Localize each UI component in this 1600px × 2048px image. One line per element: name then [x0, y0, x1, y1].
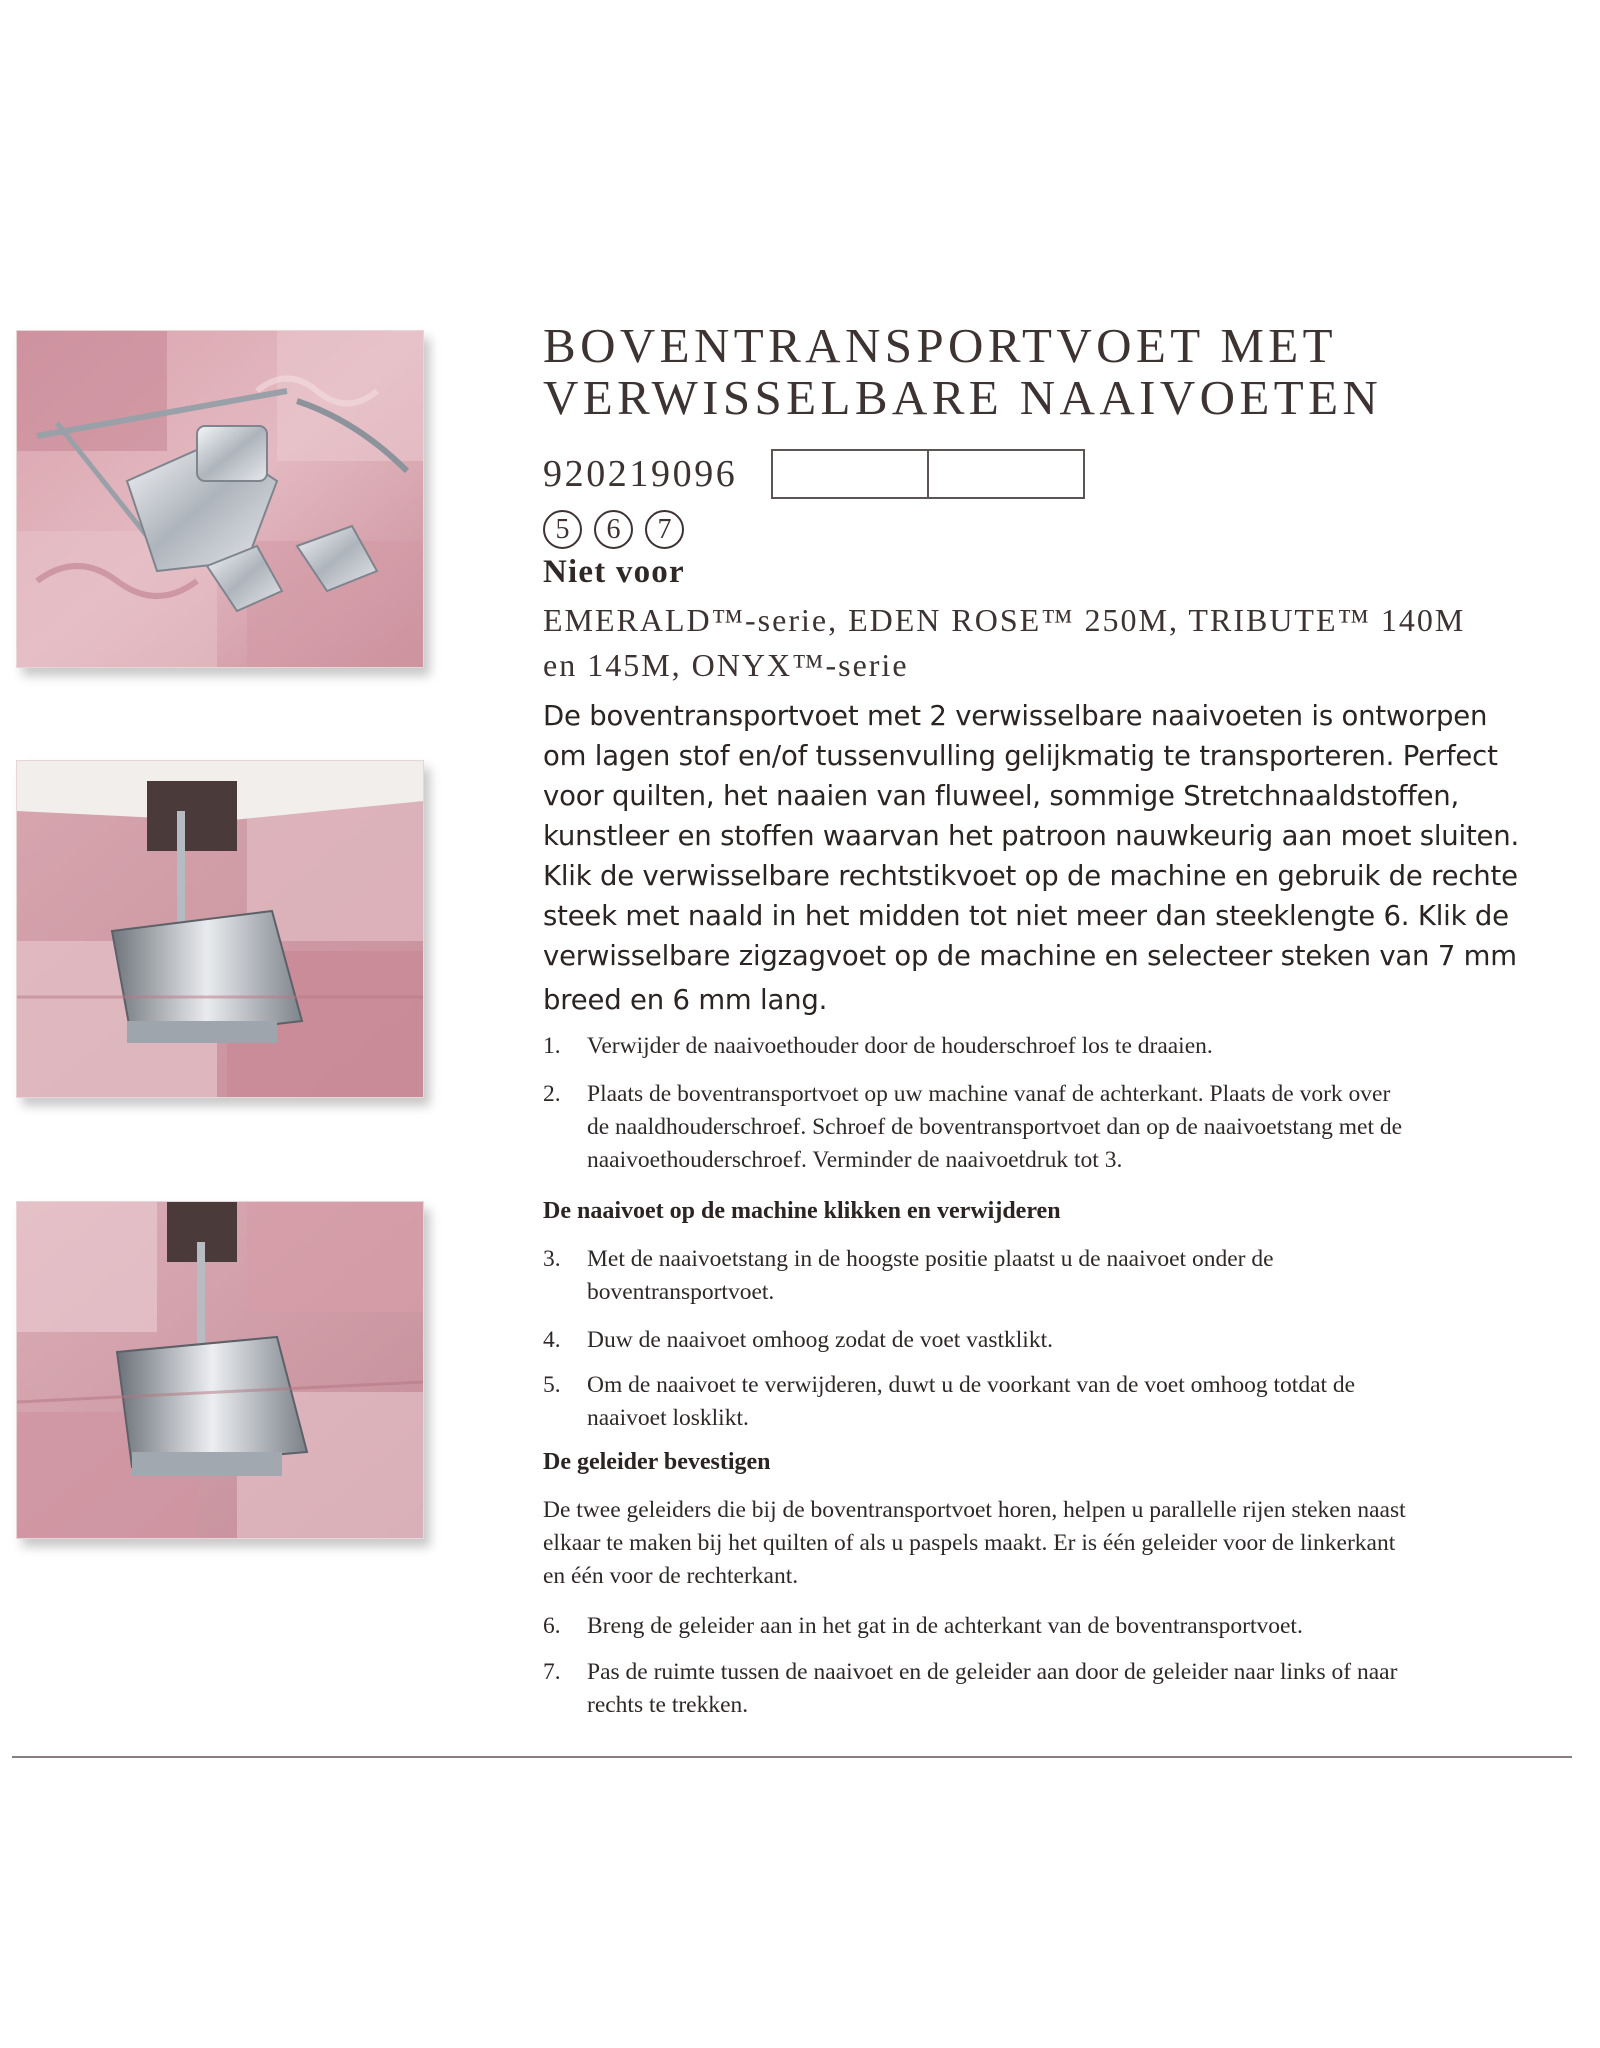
guide-line: De twee geleiders die bij de boventransportvoet horen, helpen u parallelle rijen steken naast: [543, 1497, 1406, 1523]
article-box-right: [927, 451, 1083, 497]
step-line: naaivoethouderschroef. Verminder de naaivoetdruk tot 3.: [587, 1147, 1123, 1173]
guide-paragraph: [543, 1494, 1406, 1593]
group-badge-6: 6: [594, 510, 633, 549]
step-4: [543, 1324, 1583, 1357]
step-line: Pas de ruimte tussen de naaivoet en de geleider aan door de geleider naar links of naar: [587, 1659, 1398, 1685]
not-for-line-2: en 145M, ONYX™-serie: [543, 647, 909, 683]
intro-line: breed en 6 mm lang.: [543, 984, 828, 1016]
step-line: naaivoet losklikt.: [587, 1405, 749, 1431]
step-number: 3.: [543, 1246, 561, 1272]
intro-paragraph: [543, 696, 1583, 1020]
step-7: [543, 1656, 1583, 1722]
article-number-row: [543, 449, 1583, 499]
page-title: [543, 320, 1583, 424]
walking-foot-kit-illustration: [17, 331, 423, 667]
title-line-2: VERWISSELBARE NAAIVOETEN: [543, 370, 1383, 425]
step-number: 1.: [543, 1033, 561, 1059]
not-for-heading: Niet voor: [543, 554, 685, 590]
article-number: 920219096: [543, 453, 738, 495]
step-line: de naaldhouderschroef. Schroef de boventransportvoet dan op de naaivoetstang met de: [587, 1114, 1403, 1140]
step-number: 7.: [543, 1659, 561, 1685]
step-line: Breng de geleider aan in het gat in de achterkant van de boventransportvoet.: [587, 1613, 1303, 1639]
step-number: 2.: [543, 1081, 561, 1107]
step-text: [587, 1243, 1274, 1309]
group-badge-5: 5: [543, 510, 582, 549]
step-text: [587, 1656, 1397, 1722]
walking-foot-on-fabric-illustration: [17, 761, 423, 1097]
step-text: [587, 1369, 1355, 1435]
walking-foot-kit-photo: [16, 330, 424, 668]
bottom-divider: [12, 1756, 1572, 1758]
step-text: [587, 1324, 1053, 1357]
walking-foot-sewing-photo-1: [16, 760, 424, 1098]
step-6: [543, 1610, 1583, 1643]
step-line: Om de naaivoet te verwijderen, duwt u de voorkant van de voet omhoog totdat de: [587, 1372, 1356, 1398]
intro-line: verwisselbare zigzagvoet op de machine en selecteer steken van 7 mm: [543, 940, 1517, 972]
step-number: 4.: [543, 1327, 561, 1353]
not-for-line-1: EMERALD™-serie, EDEN ROSE™ 250M, TRIBUTE™ 140M: [543, 602, 1466, 638]
walking-foot-quilting-illustration: [17, 1202, 423, 1538]
title-line-1: BOVENTRANSPORTVOET MET: [543, 318, 1337, 373]
article-number-boxes: [771, 449, 1085, 499]
step-line: rechts te trekken.: [587, 1692, 749, 1718]
step-1: [543, 1030, 1583, 1063]
step-line: Plaats de boventransportvoet op uw machine vanaf de achterkant. Plaats de vork over: [587, 1081, 1391, 1107]
intro-line: steek met naald in het midden tot niet meer dan steeklengte 6. Klik de: [543, 900, 1509, 932]
step-line: boventransportvoet.: [587, 1279, 775, 1305]
intro-line: Klik de verwisselbare rechtstikvoet op de machine en gebruik de rechte: [543, 860, 1518, 892]
not-for-list: [543, 598, 1583, 688]
intro-line: voor quilten, het naaien van fluweel, sommige Stretchnaaldstoffen,: [543, 780, 1460, 812]
step-3: [543, 1243, 1583, 1309]
step-line: Verwijder de naaivoethouder door de houderschroef los te draaien.: [587, 1033, 1213, 1059]
walking-foot-sewing-photo-2: [16, 1201, 424, 1539]
step-number: 5.: [543, 1372, 561, 1398]
article-box-left: [773, 451, 927, 497]
step-line: Duw de naaivoet omhoog zodat de voet vastklikt.: [587, 1327, 1053, 1353]
step-text: [587, 1078, 1402, 1177]
intro-line: om lagen stof en/of tussenvulling gelijkmatig te transporteren. Perfect: [543, 740, 1498, 772]
step-text: [587, 1610, 1303, 1643]
step-line: Met de naaivoetstang in de hoogste positie plaatst u de naaivoet onder de: [587, 1246, 1274, 1272]
step-text: [587, 1030, 1213, 1063]
guide-line: elkaar te maken bij het quilten of als u paspels maakt. Er is één geleider voor de linkerkant: [543, 1530, 1396, 1556]
step-5: [543, 1369, 1583, 1435]
group-badge-7: 7: [645, 510, 684, 549]
subheading-clicking: De naaivoet op de machine klikken en verwijderen: [543, 1198, 1061, 1224]
compatibility-groups: [543, 510, 1583, 549]
guide-line: en één voor de rechterkant.: [543, 1563, 799, 1589]
step-number: 6.: [543, 1613, 561, 1639]
intro-line: De boventransportvoet met 2 verwisselbare naaivoeten is ontworpen: [543, 700, 1488, 732]
intro-line: kunstleer en stoffen waarvan het patroon nauwkeurig aan moet sluiten.: [543, 820, 1520, 852]
step-2: [543, 1078, 1583, 1177]
subheading-guide: De geleider bevestigen: [543, 1449, 771, 1475]
